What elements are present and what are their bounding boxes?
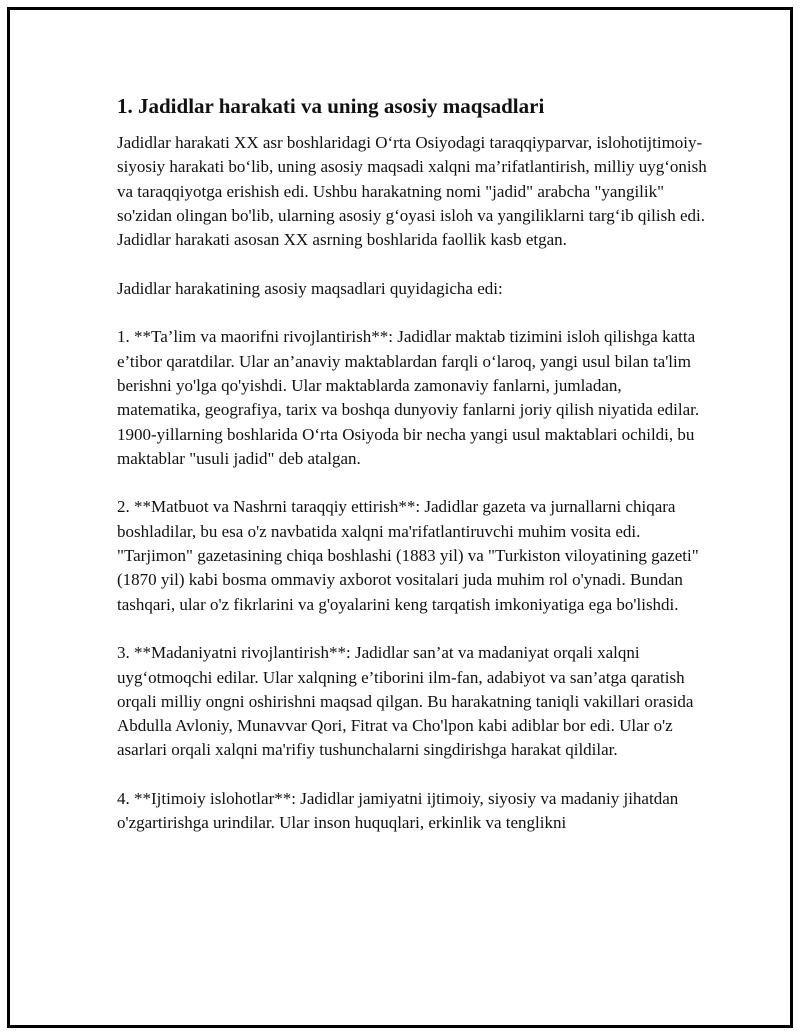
section-heading: 1. Jadidlar harakati va uning asosiy maqsadlari [117, 94, 545, 118]
goal-culture-paragraph: 3. **Madaniyatni rivojlantirish**: Jadidlar san’at va madaniyat orqali xalqni uyg‘otmoqchi edilar. Ular xalqning e’tiborini ilm-fan, adabiyot va san’atga qaratish orqali milliy ongni oshirishni maqsad qilgan. Bu harakatning taniqli vakillari orasida Abdulla Avloniy, Munavvar Qori, Fitrat va Cho'lpon kabi adiblar bor edi. Ular o'z asarlari orqali xalqni ma'rifiy tushunchalarni singdirishga harakat qildilar. [117, 643, 694, 760]
goal-social-reforms-paragraph: 4. **Ijtimoiy islohotlar**: Jadidlar jamiyatni ijtimoiy, siyosiy va madaniy jihatdan o'zgartirishga urindilar. Ular inson huquqlari, erkinlik va tenglikni [117, 789, 679, 833]
goal-press-paragraph: 2. **Matbuot va Nashrni taraqqiy ettirish**: Jadidlar gazeta va jurnallarni chiqara boshladilar, bu esa o'z navbatida xalqni ma'rifatlantiruvchi muhim vosita edi. "Tarjimon" gazetasining chiqa boshlashi (1883 yil) va "Turkiston viloyatining gazeti" (1870 yil) kabi bosma ommaviy axborot vositalari juda muhim rol o'ynadi. Bundan tashqari, ular o'z fikrlarini va g'oyalarini keng tarqatish imkoniyatiga ega bo'lishdi. [117, 497, 699, 614]
page-frame [7, 7, 793, 1028]
document-body [117, 92, 707, 836]
intro-paragraph: Jadidlar harakati XX asr boshlaridagi O‘rta Osiyodagi taraqqiyparvar, islohotijtimoiy-siyosiy harakati bo‘lib, uning asosiy maqsadi xalqni ma’rifatlantirish, milliy uyg‘onish va taraqqiyotga erishish edi. Ushbu harakatning nomi "jadid" arabcha "yangilik" so'zidan olingan bo'lib, ularning asosiy g‘oyasi isloh va yangiliklarni targ‘ib qilish edi. Jadidlar harakati asosan XX asrning boshlarida faollik kasb etgan. [117, 133, 707, 250]
goals-intro-paragraph: Jadidlar harakatining asosiy maqsadlari quyidagicha edi: [117, 278, 503, 298]
goal-education-paragraph: 1. **Ta’lim va maorifni rivojlantirish**: Jadidlar maktab tizimini isloh qilishga katta e’tibor qaratdilar. Ular an’anaviy maktablardan farqli o‘laroq, yangi usul bilan ta'lim berishni yo'lga qo'yishdi. Ular maktablarda zamonaviy fanlarni, jumladan, matematika, geografiya, tarix va boshqa dunyoviy fanlarni joriy qilish niyatida edilar. 1900-yillarning boshlarida O‘rta Osiyoda bir necha yangi usul maktablari ochildi, bu maktablar "usuli jadid" deb atalgan. [117, 327, 700, 468]
